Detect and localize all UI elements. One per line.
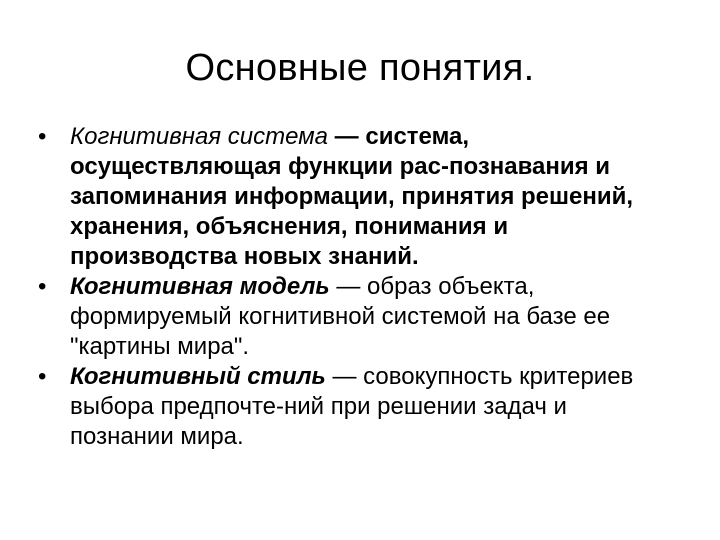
bullet-item-cognitive-style <box>36 362 676 452</box>
definition-cognitive-style: — совокупность критериев выбора предпочте-ний при решении задач и познании мира. <box>70 363 634 450</box>
bullet-icon: • <box>38 363 47 390</box>
bullet-list <box>36 122 676 452</box>
bullet-item-cognitive-system <box>36 122 676 272</box>
term-cognitive-system: Когнитивная система <box>70 123 329 150</box>
bullet-icon: • <box>38 273 47 300</box>
slide-title: Основные понятия. <box>185 47 535 89</box>
term-cognitive-model: Когнитивная модель <box>70 273 330 300</box>
bullet-icon: • <box>38 123 47 150</box>
bullet-item-cognitive-model <box>36 272 676 362</box>
definition-cognitive-model: — образ объекта, формируемый когнитивной системой на базе ее "картины мира". <box>70 273 611 360</box>
definition-cognitive-system: — система, осуществляющая функции рас-познавания и запоминания информации, принятия решений, хранения, объяснения, понимания и производства новых знаний. <box>70 123 634 270</box>
term-cognitive-style: Когнитивный стиль <box>70 363 326 390</box>
